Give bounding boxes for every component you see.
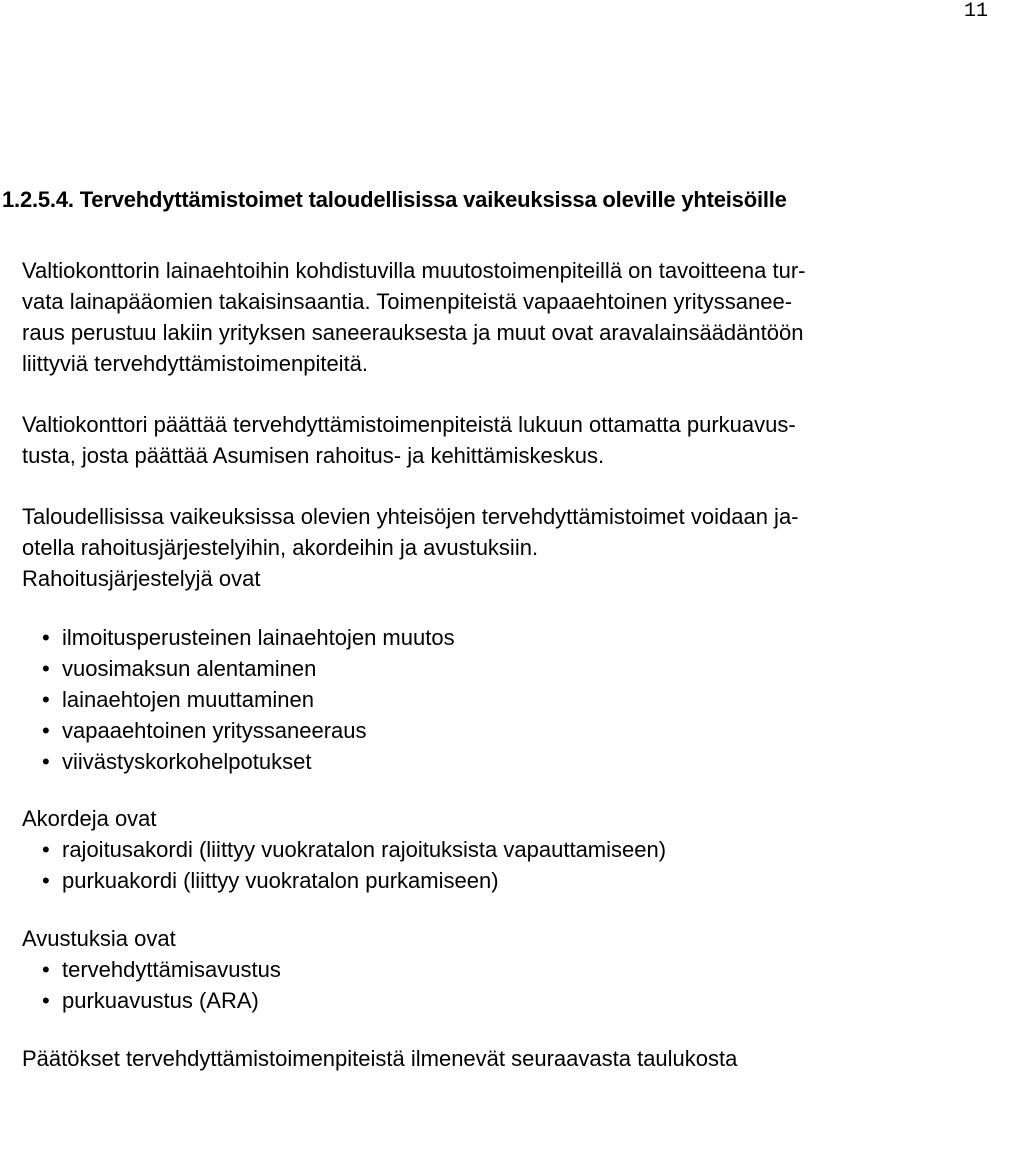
list-item-text: ilmoitusperusteinen lainaehtojen muutos xyxy=(62,625,455,650)
bullet-icon: • xyxy=(42,957,50,982)
list-item xyxy=(22,746,1024,777)
bullet-icon: • xyxy=(42,837,50,862)
paragraph-line: raus perustuu lakiin yrityksen saneerauksesta ja muut ovat aravalainsäädäntöön xyxy=(22,320,804,345)
list-item-text: vapaaehtoinen yrityssaneeraus xyxy=(62,718,367,743)
document-body xyxy=(0,183,1024,1074)
section-heading: 1.2.5.4. Tervehdyttämistoimet taloudellisissa vaikeuksissa oleville yhteisöille xyxy=(2,187,787,212)
list-item-text: viivästyskorkohelpotukset xyxy=(62,749,312,774)
list-item xyxy=(22,985,1024,1016)
list-item xyxy=(22,954,1024,985)
paragraph-line: liittyviä tervehdyttämistoimenpiteitä. xyxy=(22,351,369,376)
closing-sentence: Päätökset tervehdyttämistoimenpiteistä ilmenevät seuraavasta taulukosta xyxy=(22,1046,738,1071)
bullet-icon: • xyxy=(42,988,50,1013)
list-item xyxy=(22,865,1024,896)
bullet-icon: • xyxy=(42,656,50,681)
paragraph-line: otella rahoitusjärjestelyihin, akordeihin ja avustuksiin. xyxy=(22,535,539,560)
paragraph-line: Taloudellisissa vaikeuksissa olevien yhteisöjen tervehdyttämistoimet voidaan ja- xyxy=(22,504,799,529)
accords-label: Akordeja ovat xyxy=(22,806,157,831)
list-item xyxy=(22,715,1024,746)
financing-list xyxy=(0,622,1024,777)
paragraph-line: vata lainapääomien takaisinsaantia. Toimenpiteistä vapaaehtoinen yrityssanee- xyxy=(22,289,793,314)
paragraph-line: tusta, josta päättää Asumisen rahoitus- ja kehittämiskeskus. xyxy=(22,443,605,468)
page-number: 11 xyxy=(963,0,988,23)
bullet-icon: • xyxy=(42,749,50,774)
paragraph-categories xyxy=(0,501,1022,563)
paragraph-decision xyxy=(0,409,1022,471)
paragraph-line: Valtiokonttori päättää tervehdyttämistoimenpiteistä lukuun ottamatta purkuavus- xyxy=(22,412,796,437)
list-item xyxy=(22,653,1024,684)
accords-list xyxy=(0,834,1024,896)
paragraph-line: Valtiokonttorin lainaehtoihin kohdistuvilla muutostoimenpiteillä on tavoitteena tur- xyxy=(22,258,806,283)
bullet-icon: • xyxy=(42,687,50,712)
list-item-text: purkuakordi (liittyy vuokratalon purkamiseen) xyxy=(62,868,499,893)
bullet-icon: • xyxy=(42,625,50,650)
grants-list xyxy=(0,954,1024,1016)
bullet-icon: • xyxy=(42,718,50,743)
grants-label: Avustuksia ovat xyxy=(22,926,176,951)
list-item-text: rajoitusakordi (liittyy vuokratalon rajoituksista vapauttamiseen) xyxy=(62,837,667,862)
list-item-text: tervehdyttämisavustus xyxy=(62,957,281,982)
list-item xyxy=(22,684,1024,715)
list-item-text: purkuavustus (ARA) xyxy=(62,988,259,1013)
bullet-icon: • xyxy=(42,868,50,893)
financing-label: Rahoitusjärjestelyjä ovat xyxy=(22,566,261,591)
list-item xyxy=(22,622,1024,653)
list-item xyxy=(22,834,1024,865)
list-item-text: vuosimaksun alentaminen xyxy=(62,656,317,681)
list-item-text: lainaehtojen muuttaminen xyxy=(62,687,314,712)
paragraph-intro xyxy=(0,255,1022,379)
